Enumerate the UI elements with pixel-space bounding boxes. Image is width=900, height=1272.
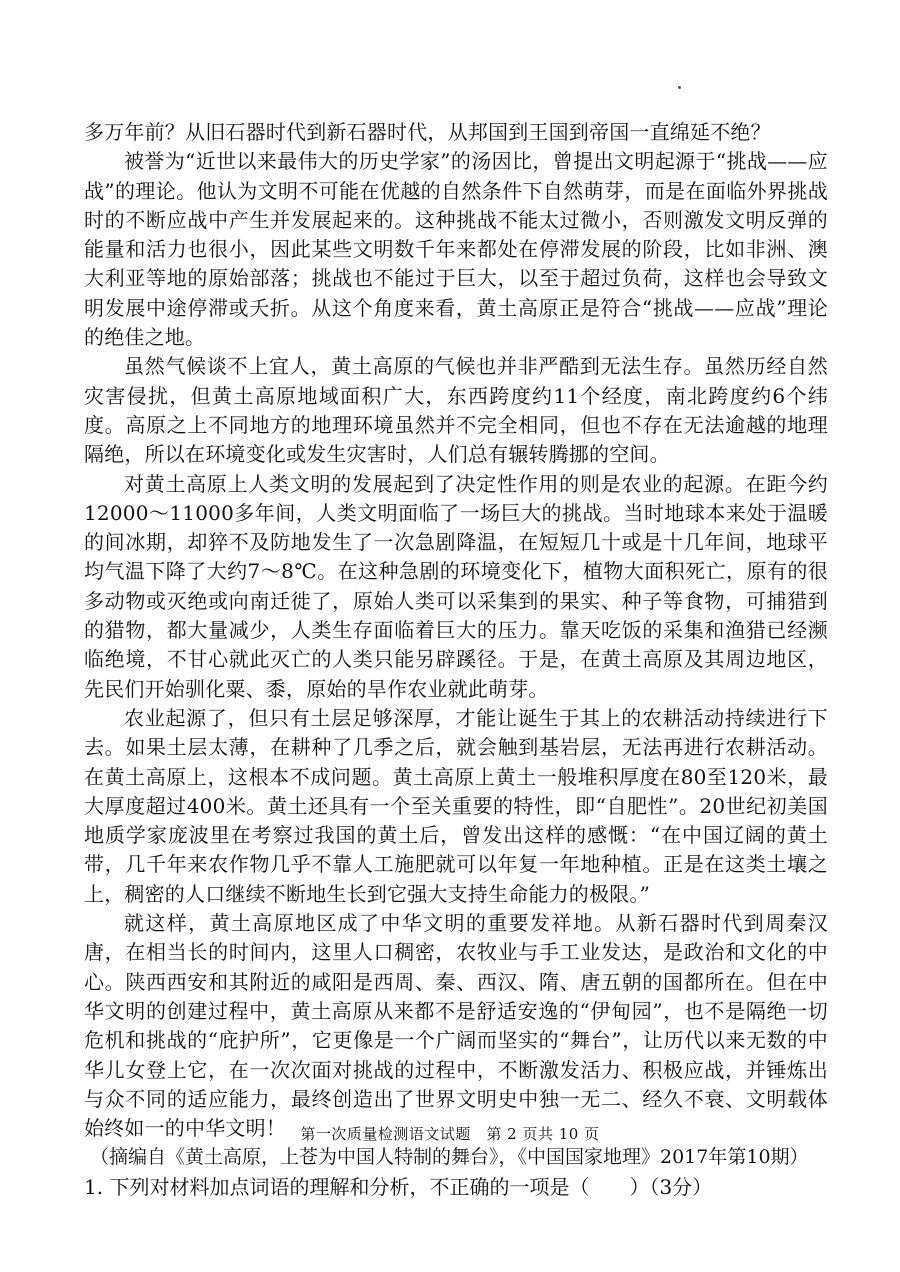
page-footer: 第一次质量检测语文试题 第 2 页共 10 页	[300, 1125, 600, 1143]
scan-speck	[678, 86, 681, 89]
paragraph-5: 农业起源了，但只有土层足够深厚，才能让诞生于其上的农耕活动持续进行下去。如果土层太薄，在耕种了几季之后，就会触到基岩层，无法再进行农耕活动。在黄土高原上，这根本不成问题。黄土高原上黄土一般堆积厚度在80至120米，最大厚度超过400米。黄土还具有一个至关重要的特性，即“自肥性”。20世纪初美国地质学家庞波里在考察过我国的黄土后，曾发出这样的感慨：“在中国辽阔的黄土带，几千年来农作物几乎不靠人工施肥就可以年复一年地种植。正是在这类土壤之上，稠密的人口继续不断地生长到它强大支持生命能力的极限。”	[84, 705, 828, 906]
paragraph-2: 被誉为“近世以来最伟大的历史学家”的汤因比，曾提出文明起源于“挑战——应战”的理论。他认为文明不可能在优越的自然条件下自然萌芽，而是在面临外界挑战时的不断应战中产生并发展起来的。这种挑战不能太过微小，否则激发文明反弹的能量和活力也很小，因此某些文明数千年来都处在停滞发展的阶段，比如非洲、澳大利亚等地的原始部落；挑战也不能过于巨大，以至于超过负荷，这样也会导致文明发展中途停滞或夭折。从这个角度来看，黄土高原正是符合“挑战——应战”理论的绝佳之地。	[84, 149, 828, 350]
question-1: 1. 下列对材料加点词语的理解和分析，不正确的一项是（ ）（3分）	[84, 1174, 713, 1199]
paragraph-4: 对黄土高原上人类文明的发展起到了决定性作用的则是农业的起源。在距今约12000～11000多年间，人类文明面临了一场巨大的挑战。当时地球本来处于温暖的间冰期，却猝不及防地发生了一次急剧降温，在短短几十或是十几年间，地球平均气温下降了大约7～8℃。在这种急剧的环境变化下，植物大面积死亡，原有的很多动物或灭绝或向南迁徙了，原始人类可以采集到的果实、种子等食物，可捕猎到的猎物，都大量减少，人类生存面临着巨大的压力。靠天吃饭的采集和渔猎已经濒临绝境，不甘心就此灭亡的人类只能另辟蹊径。于是，在黄土高原及其周边地区，先民们开始驯化粟、黍，原始的旱作农业就此萌芽。	[84, 471, 828, 701]
paragraph-6: 就这样，黄土高原地区成了中华文明的重要发祥地。从新石器时代到周秦汉唐，在相当长的时间内，这里人口稠密，农牧业与手工业发达，是政治和文化的中心。陕西西安和其附近的咸阳是西周、秦、西汉、隋、唐五朝的国都所在。但在中华文明的创建过程中，黄土高原从来都不是舒适安逸的“伊甸园”，也不是隔绝一切危机和挑战的“庇护所”，它更像是一个广阔而坚实的“舞台”，让历代以来无数的中华儿女登上它，在一次次面对挑战的过程中，不断激发活力、积极应战，并锤炼出与众不同的适应能力，最终创造出了世界文明史中独一无二、经久不衰、文明载体始终如一的中华文明！	[84, 911, 828, 1141]
paragraph-3: 虽然气候谈不上宜人，黄土高原的气候也并非严酷到无法生存。虽然历经自然灾害侵扰，但黄土高原地域面积广大，东西跨度约11个经度，南北跨度约6个纬度。高原之上不同地方的地理环境虽然并不完全相同，但也不存在无法逾越的地理隔绝，所以在环境变化或发生灾害时，人们总有辗转腾挪的空间。	[84, 354, 828, 467]
document-body	[84, 118, 828, 1202]
source-citation: （摘编自《黄土高原，上苍为中国人特制的舞台》，《中国国家地理》2017年第10期）	[90, 1146, 809, 1169]
paragraph-1: 多万年前？从旧石器时代到新石器时代，从邦国到王国到帝国一直绵延不绝？	[84, 120, 771, 144]
